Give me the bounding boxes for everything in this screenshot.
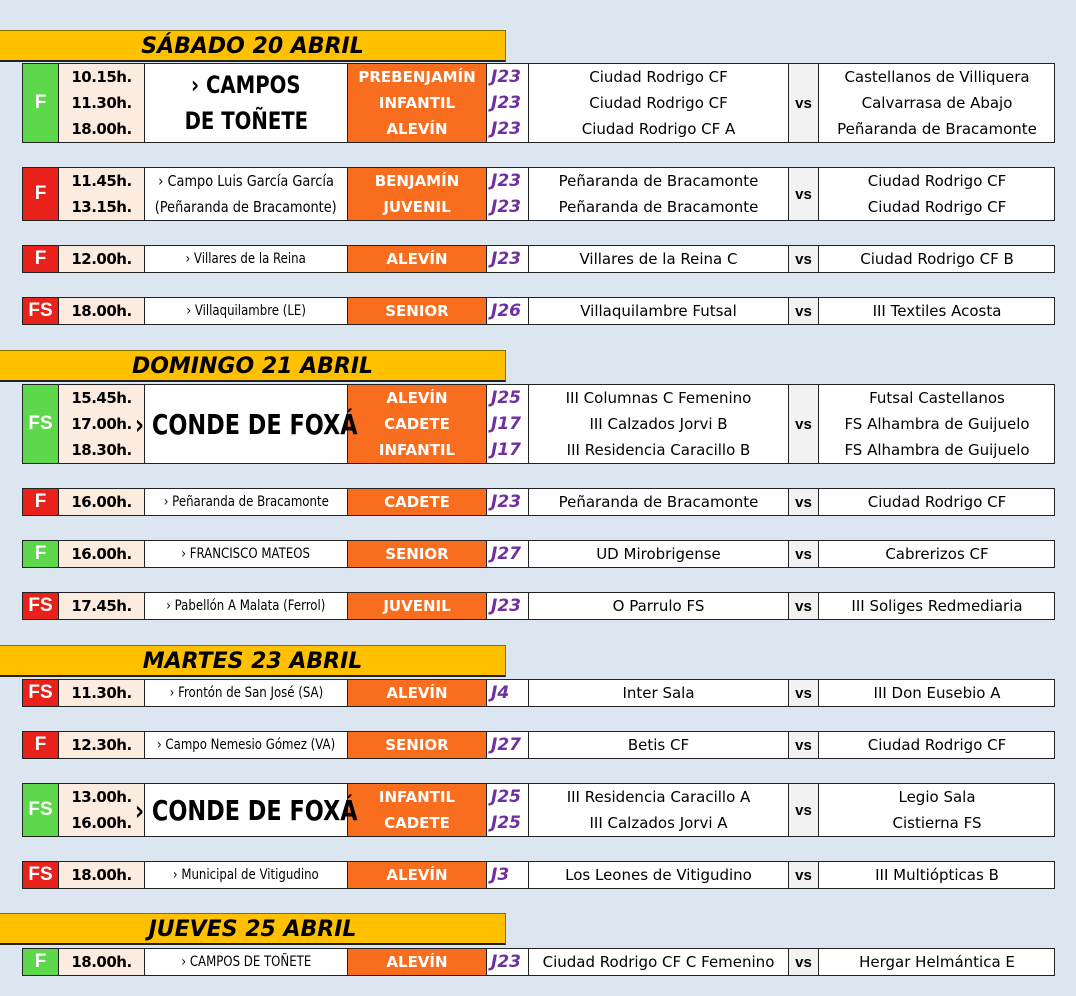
category-label: ALEVÍN — [386, 250, 448, 268]
away-column — [819, 385, 1055, 463]
category-label: JUVENIL — [383, 597, 451, 615]
matchday-label: J23 — [491, 93, 521, 113]
versus-label: vs — [789, 385, 819, 463]
venue-name: › Villaquilambre (LE) — [186, 303, 306, 319]
sport-type-badge: FS — [23, 862, 59, 888]
versus-label: vs — [789, 593, 819, 619]
home-team: Inter Sala — [622, 684, 695, 702]
venue-name: › CONDE DE FOXÁ — [134, 793, 358, 827]
away-column — [819, 862, 1055, 888]
venue-cell — [134, 784, 358, 836]
away-team: III Soliges Redmediaria — [851, 597, 1023, 615]
match-block — [22, 861, 1055, 889]
venue-name: › CAMPOS DE TOÑETE — [181, 954, 311, 970]
cats-column — [348, 680, 487, 706]
match-time: 17.00h. — [71, 415, 132, 433]
matchday-label: J25 — [491, 813, 521, 833]
matchday-label: J4 — [491, 683, 510, 703]
away-team: Futsal Castellanos — [869, 389, 1005, 407]
matchday-label: J23 — [491, 952, 521, 972]
match-time: 18.00h. — [71, 302, 132, 320]
home-column — [529, 862, 789, 888]
category-label: INFANTIL — [378, 441, 456, 459]
matchday-label: J17 — [491, 414, 521, 434]
matchday-label: J23 — [491, 492, 521, 512]
sport-type-badge: FS — [23, 385, 59, 463]
venue-cell — [145, 489, 348, 515]
home-team: III Residencia Caracillo A — [566, 788, 751, 806]
match-time: 15.45h. — [71, 389, 132, 407]
away-column — [819, 168, 1055, 220]
jorn-column — [487, 680, 529, 706]
match-block — [22, 731, 1055, 759]
jorn-column — [487, 489, 529, 515]
match-time: 17.45h. — [71, 597, 132, 615]
away-team: Ciudad Rodrigo CF — [867, 172, 1007, 190]
away-team: Cabrerizos CF — [885, 545, 989, 563]
home-team: Villaquilambre Futsal — [580, 302, 737, 320]
home-column — [529, 784, 789, 836]
away-team: III Multiópticas B — [875, 866, 999, 884]
venue-name: › Frontón de San José (SA) — [169, 685, 323, 701]
category-label: CADETE — [384, 814, 450, 832]
matchday-label: J17 — [491, 440, 521, 460]
home-team: O Parrulo FS — [612, 597, 705, 615]
away-column — [819, 784, 1055, 836]
match-block — [22, 384, 1055, 464]
versus-label: vs — [789, 680, 819, 706]
match-time: 11.30h. — [71, 94, 132, 112]
venue-name: DE TOÑETE — [184, 107, 308, 135]
cats-column — [348, 784, 487, 836]
category-label: SENIOR — [385, 545, 449, 563]
matchday-label: J25 — [491, 787, 521, 807]
match-time: 18.00h. — [71, 953, 132, 971]
jorn-column — [487, 298, 529, 324]
venue-cell — [145, 168, 348, 220]
match-block — [22, 783, 1055, 837]
home-column — [529, 593, 789, 619]
match-time: 13.15h. — [71, 198, 132, 216]
cats-column — [348, 64, 487, 142]
cats-column — [348, 246, 487, 272]
category-label: BENJAMÍN — [374, 172, 460, 190]
times-column — [59, 246, 145, 272]
away-column — [819, 489, 1055, 515]
venue-name: › Campo Luis García García — [158, 172, 334, 190]
match-time: 13.00h. — [71, 788, 132, 806]
away-team: Ciudad Rodrigo CF — [867, 493, 1007, 511]
versus-label: vs — [789, 949, 819, 975]
away-team: FS Alhambra de Guijuelo — [844, 415, 1030, 433]
away-team: Legio Sala — [898, 788, 976, 806]
home-team: Villares de la Reina C — [579, 250, 738, 268]
home-column — [529, 298, 789, 324]
matchday-label: J27 — [491, 544, 521, 564]
matchday-label: J26 — [491, 301, 521, 321]
away-column — [819, 680, 1055, 706]
home-column — [529, 680, 789, 706]
day-header: DOMINGO 21 ABRIL — [0, 350, 506, 382]
match-block — [22, 63, 1055, 143]
venue-name: › CONDE DE FOXÁ — [134, 407, 358, 441]
away-team: Ciudad Rodrigo CF — [867, 736, 1007, 754]
times-column — [59, 732, 145, 758]
venue-name: › Campo Nemesio Gómez (VA) — [156, 737, 336, 753]
away-column — [819, 541, 1055, 567]
match-block — [22, 592, 1055, 620]
matchday-label: J27 — [491, 735, 521, 755]
venue-cell — [145, 680, 348, 706]
versus-label: vs — [789, 64, 819, 142]
away-column — [819, 298, 1055, 324]
match-block — [22, 297, 1055, 325]
sport-type-badge: F — [23, 732, 59, 758]
venue-name: › Municipal de Vitigudino — [173, 867, 319, 883]
category-label: PREBENJAMÍN — [358, 68, 476, 86]
times-column — [59, 862, 145, 888]
home-column — [529, 64, 789, 142]
sport-type-badge: FS — [23, 680, 59, 706]
jorn-column — [487, 784, 529, 836]
sport-type-badge: FS — [23, 593, 59, 619]
match-time: 18.00h. — [71, 120, 132, 138]
jorn-column — [487, 593, 529, 619]
sport-type-badge: F — [23, 541, 59, 567]
jorn-column — [487, 168, 529, 220]
matchday-label: J23 — [491, 197, 521, 217]
home-team: Peñaranda de Bracamonte — [558, 198, 759, 216]
venue-name: › Pabellón A Malata (Ferrol) — [166, 598, 326, 614]
away-column — [819, 593, 1055, 619]
match-time: 16.00h. — [71, 493, 132, 511]
match-time: 12.30h. — [71, 736, 132, 754]
matchday-label: J23 — [491, 249, 521, 269]
cats-column — [348, 541, 487, 567]
versus-label: vs — [789, 862, 819, 888]
away-team: Peñaranda de Bracamonte — [837, 120, 1037, 138]
away-team: Ciudad Rodrigo CF B — [860, 250, 1014, 268]
away-team: Cistierna FS — [892, 814, 982, 832]
home-team: Ciudad Rodrigo CF C Femenino — [542, 953, 775, 971]
match-time: 18.30h. — [71, 441, 132, 459]
day-header: JUEVES 25 ABRIL — [0, 913, 506, 945]
home-team: III Calzados Jorvi B — [589, 415, 728, 433]
category-label: SENIOR — [385, 302, 449, 320]
sport-type-badge: F — [23, 64, 59, 142]
away-column — [819, 246, 1055, 272]
home-team: III Residencia Caracillo B — [566, 441, 751, 459]
venue-cell — [145, 593, 348, 619]
match-block — [22, 679, 1055, 707]
times-column — [59, 489, 145, 515]
jorn-column — [487, 385, 529, 463]
times-column — [59, 541, 145, 567]
away-column — [819, 949, 1055, 975]
matchday-label: J23 — [491, 119, 521, 139]
match-block — [22, 540, 1055, 568]
home-team: III Calzados Jorvi A — [589, 814, 728, 832]
versus-label: vs — [789, 168, 819, 220]
cats-column — [348, 949, 487, 975]
times-column — [59, 168, 145, 220]
venue-cell — [145, 732, 348, 758]
home-team: Peñaranda de Bracamonte — [558, 172, 759, 190]
venue-name: › FRANCISCO MATEOS — [181, 546, 311, 562]
versus-label: vs — [789, 489, 819, 515]
category-label: INFANTIL — [378, 94, 456, 112]
venue-cell — [145, 246, 348, 272]
cats-column — [348, 385, 487, 463]
category-label: ALEVÍN — [386, 866, 448, 884]
away-column — [819, 732, 1055, 758]
home-column — [529, 732, 789, 758]
jorn-column — [487, 64, 529, 142]
home-column — [529, 541, 789, 567]
home-column — [529, 385, 789, 463]
jorn-column — [487, 862, 529, 888]
match-block — [22, 488, 1055, 516]
category-label: ALEVÍN — [386, 953, 448, 971]
venue-name: › CAMPOS — [191, 71, 301, 99]
category-label: ALEVÍN — [386, 389, 448, 407]
matchday-label: J23 — [491, 596, 521, 616]
times-column — [59, 949, 145, 975]
times-column — [59, 593, 145, 619]
venue-cell — [145, 541, 348, 567]
sport-type-badge: F — [23, 246, 59, 272]
home-team: Ciudad Rodrigo CF — [589, 94, 728, 112]
home-team: III Columnas C Femenino — [565, 389, 752, 407]
match-block — [22, 245, 1055, 273]
cats-column — [348, 298, 487, 324]
match-time: 11.45h. — [71, 172, 132, 190]
versus-label: vs — [789, 784, 819, 836]
day-header: SÁBADO 20 ABRIL — [0, 30, 506, 62]
away-column — [819, 64, 1055, 142]
sport-type-badge: F — [23, 168, 59, 220]
jorn-column — [487, 541, 529, 567]
home-team: Ciudad Rodrigo CF — [589, 68, 728, 86]
cats-column — [348, 732, 487, 758]
versus-label: vs — [789, 541, 819, 567]
away-team: Hergar Helmántica E — [859, 953, 1015, 971]
home-column — [529, 949, 789, 975]
venue-cell — [134, 385, 358, 463]
match-time: 16.00h. — [71, 814, 132, 832]
venue-name: › Villares de la Reina — [185, 251, 307, 267]
category-label: ALEVÍN — [386, 120, 448, 138]
category-label: CADETE — [384, 493, 450, 511]
home-column — [529, 246, 789, 272]
venue-cell — [145, 949, 348, 975]
jorn-column — [487, 949, 529, 975]
sport-type-badge: FS — [23, 784, 59, 836]
versus-label: vs — [789, 298, 819, 324]
category-label: INFANTIL — [378, 788, 456, 806]
match-time: 11.30h. — [71, 684, 132, 702]
home-team: Betis CF — [627, 736, 690, 754]
home-column — [529, 489, 789, 515]
matchday-label: J3 — [491, 865, 510, 885]
venue-cell — [145, 298, 348, 324]
match-block — [22, 948, 1055, 976]
venue-cell — [145, 862, 348, 888]
home-team: Peñaranda de Bracamonte — [558, 493, 759, 511]
venue-name: › Peñaranda de Bracamonte — [163, 494, 329, 510]
match-time: 10.15h. — [71, 68, 132, 86]
times-column — [59, 784, 145, 836]
away-team: FS Alhambra de Guijuelo — [844, 441, 1030, 459]
cats-column — [348, 489, 487, 515]
jorn-column — [487, 246, 529, 272]
category-label: ALEVÍN — [386, 684, 448, 702]
jorn-column — [487, 732, 529, 758]
away-team: Ciudad Rodrigo CF — [867, 198, 1007, 216]
away-team: Castellanos de Villiquera — [844, 68, 1030, 86]
matchday-label: J25 — [491, 388, 521, 408]
home-team: Los Leones de Vitigudino — [565, 866, 752, 884]
category-label: CADETE — [384, 415, 450, 433]
cats-column — [348, 168, 487, 220]
away-team: III Don Eusebio A — [873, 684, 1001, 702]
sport-type-badge: F — [23, 489, 59, 515]
match-time: 12.00h. — [71, 250, 132, 268]
cats-column — [348, 862, 487, 888]
sport-type-badge: FS — [23, 298, 59, 324]
category-label: SENIOR — [385, 736, 449, 754]
sport-type-badge: F — [23, 949, 59, 975]
matchday-label: J23 — [491, 171, 521, 191]
home-column — [529, 168, 789, 220]
versus-label: vs — [789, 246, 819, 272]
match-time: 18.00h. — [71, 866, 132, 884]
times-column — [59, 64, 145, 142]
away-team: Calvarrasa de Abajo — [861, 94, 1013, 112]
match-block — [22, 167, 1055, 221]
venue-cell — [145, 64, 348, 142]
cats-column — [348, 593, 487, 619]
matchday-label: J23 — [491, 67, 521, 87]
times-column — [59, 385, 145, 463]
home-team: UD Mirobrigense — [596, 545, 721, 563]
times-column — [59, 298, 145, 324]
home-team: Ciudad Rodrigo CF A — [581, 120, 736, 138]
away-team: III Textiles Acosta — [872, 302, 1002, 320]
versus-label: vs — [789, 732, 819, 758]
match-time: 16.00h. — [71, 545, 132, 563]
venue-name: (Peñaranda de Bracamonte) — [155, 198, 337, 216]
category-label: JUVENIL — [383, 198, 451, 216]
times-column — [59, 680, 145, 706]
day-header: MARTES 23 ABRIL — [0, 645, 506, 677]
